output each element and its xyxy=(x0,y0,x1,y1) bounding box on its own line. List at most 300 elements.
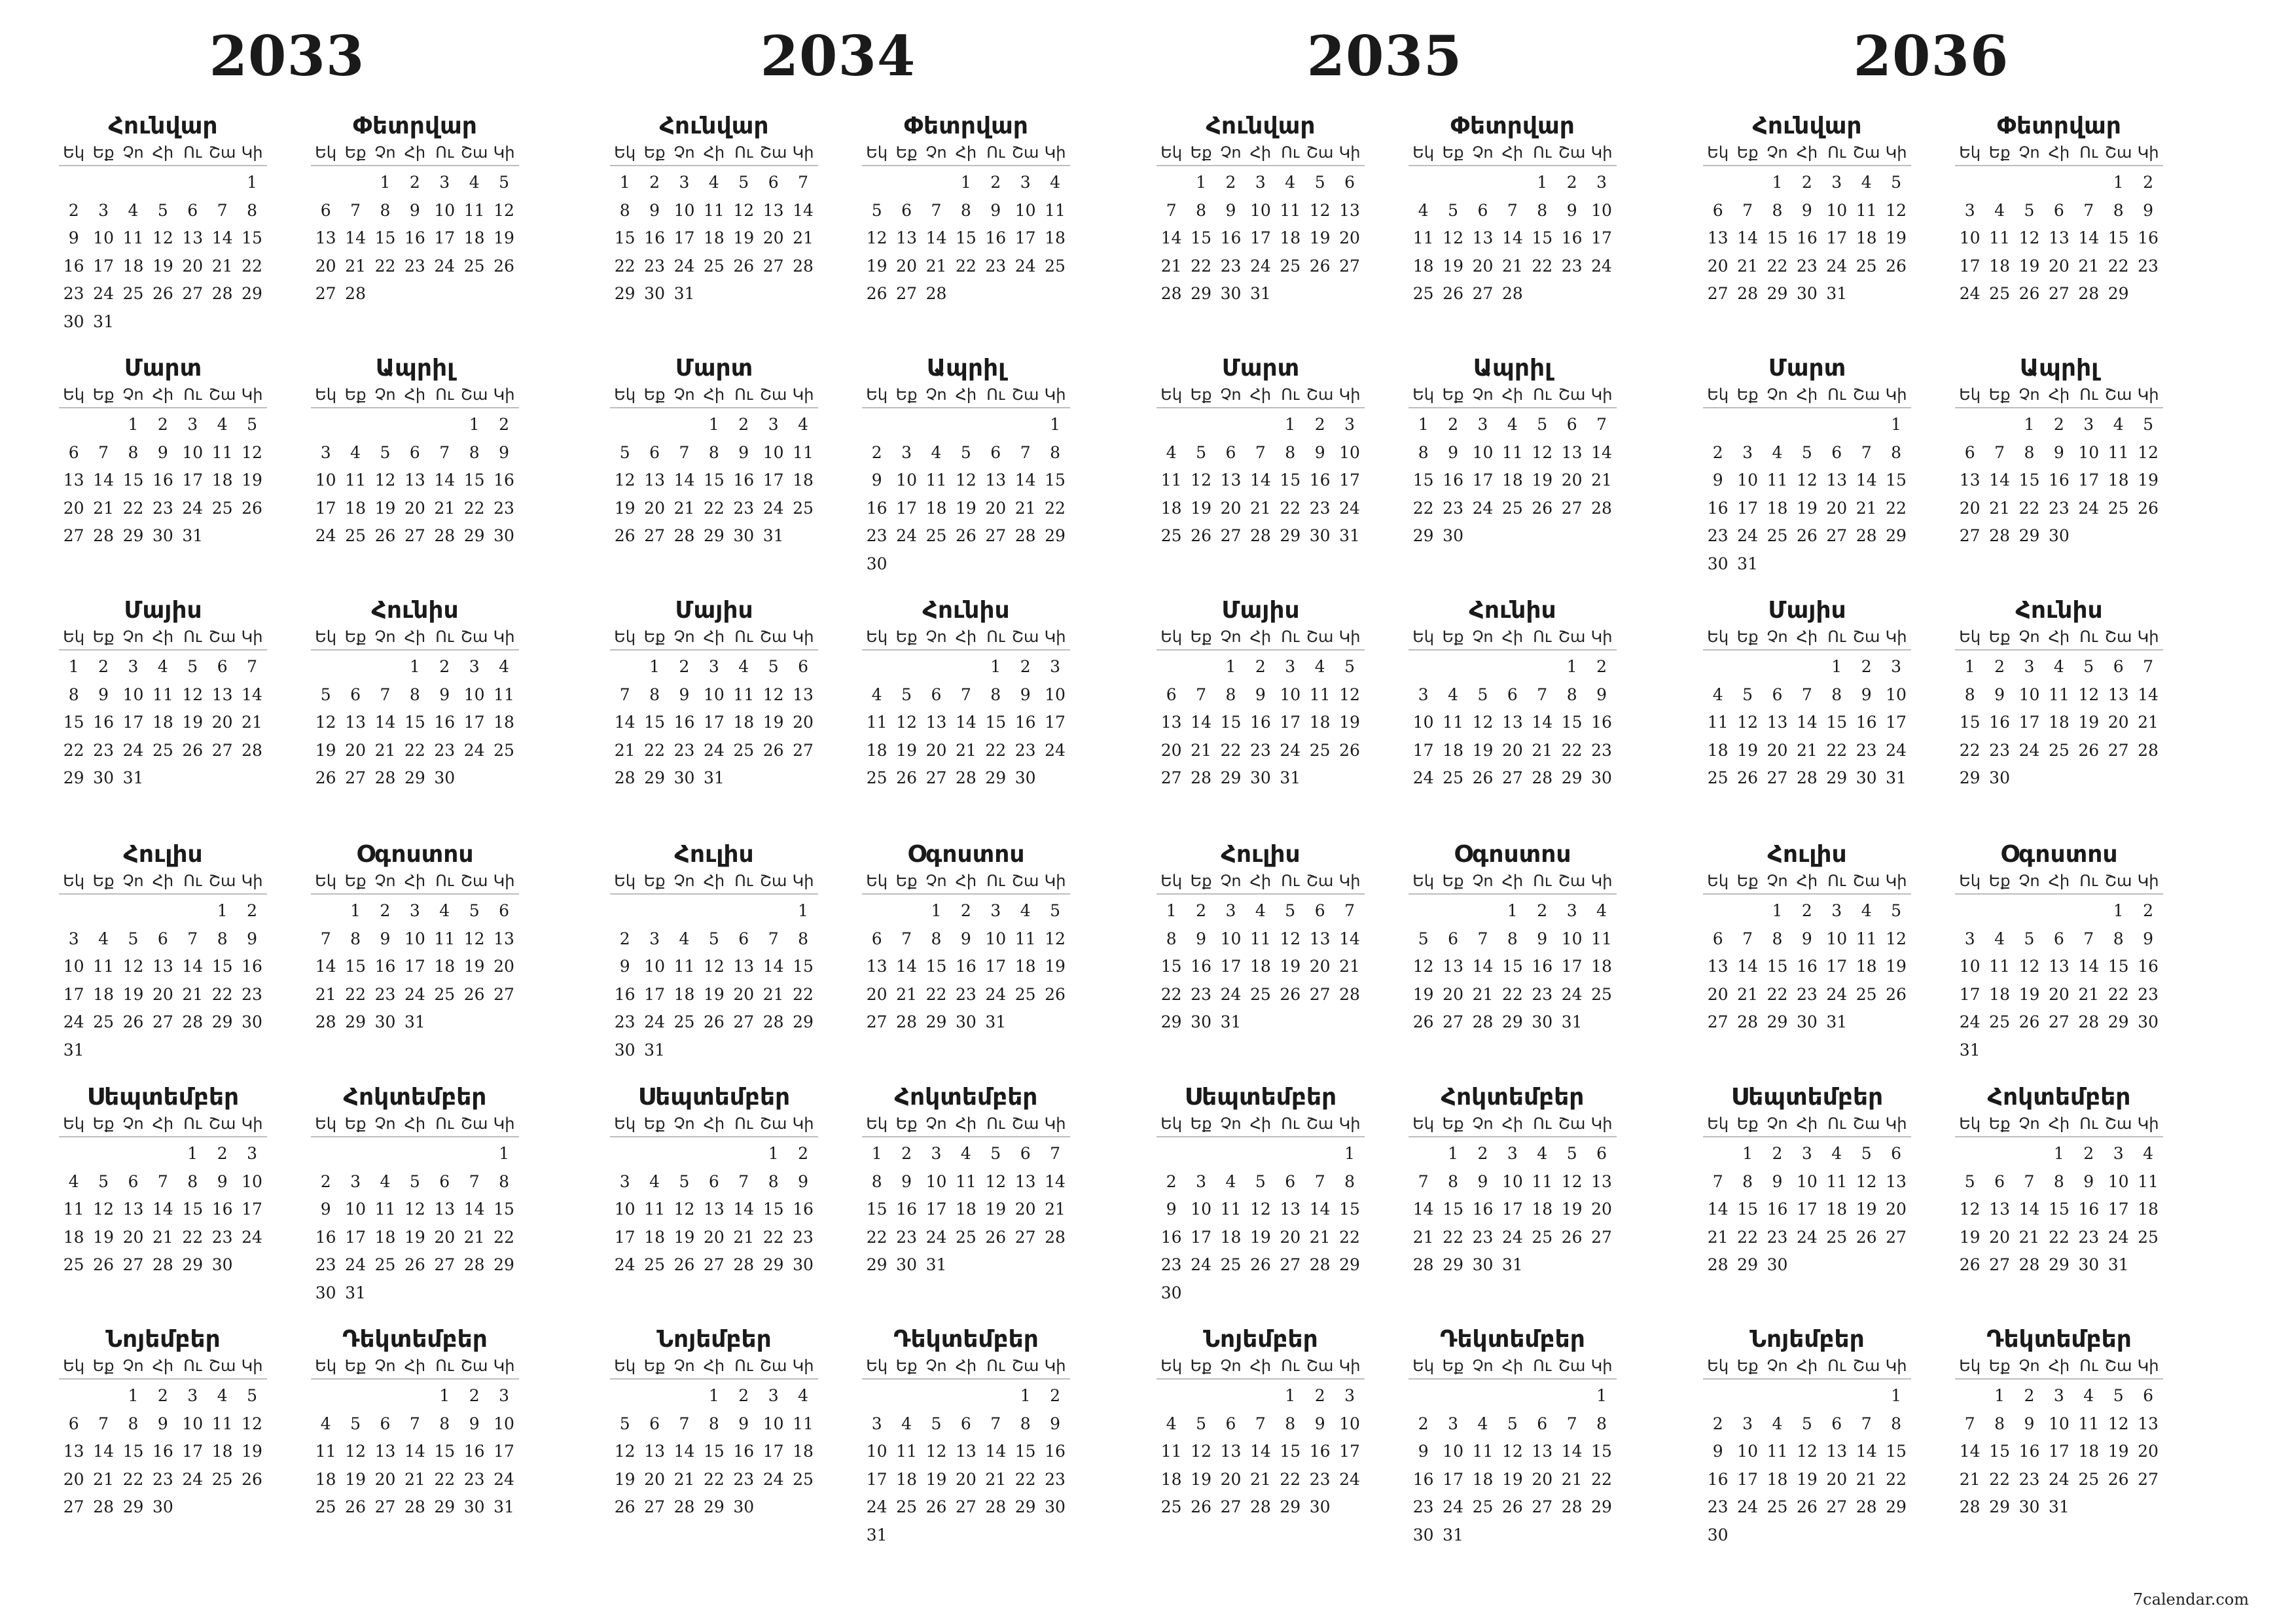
weekday-label: Հի xyxy=(152,143,174,162)
day-cell: 28 xyxy=(1160,284,1182,304)
weekday-label: Ու xyxy=(1533,143,1552,162)
day-cell: 2 xyxy=(2143,173,2153,192)
day-cell: 2 xyxy=(68,200,79,220)
weekday-label: Եք xyxy=(92,385,115,404)
weekday-label: Եք xyxy=(1190,385,1212,404)
day-cell: 14 xyxy=(1472,957,1494,976)
day-cell: 6 xyxy=(2143,1386,2153,1405)
day-cell: 14 xyxy=(315,957,336,976)
day-cell: 12 xyxy=(1532,442,1553,462)
day-cell: 19 xyxy=(1412,984,1434,1004)
day-cell: 24 xyxy=(2108,1227,2129,1247)
day-cell: 5 xyxy=(1448,200,1459,220)
week-row xyxy=(1408,1224,1617,1252)
day-cell: 31 xyxy=(122,768,144,788)
weekday-label: Շա xyxy=(1558,1115,1586,1133)
day-cell: 8 xyxy=(469,442,480,462)
week-row xyxy=(610,253,818,281)
day-cell: 30 xyxy=(2138,1012,2159,1032)
day-cell: 29 xyxy=(2048,1255,2070,1275)
week-row xyxy=(1955,495,2163,523)
day-cell: 26 xyxy=(955,526,977,546)
day-cell xyxy=(1498,653,1527,681)
day-cell xyxy=(1763,550,1792,579)
weekday-label: Եք xyxy=(92,872,115,890)
month-9 xyxy=(59,1082,267,1279)
day-cell: 9 xyxy=(871,471,882,490)
day-cell: 5 xyxy=(2024,929,2035,948)
day-cell: 25 xyxy=(1707,768,1729,788)
day-cell: 6 xyxy=(1537,1414,1548,1433)
day-cell: 23 xyxy=(2048,498,2070,518)
day-cell xyxy=(1408,897,1438,925)
weekday-label: Եք xyxy=(1988,143,2011,162)
day-cell: 17 xyxy=(1826,957,1848,976)
day-cell: 26 xyxy=(122,1012,144,1032)
weekday-label: Ու xyxy=(734,628,753,646)
day-cell: 1 xyxy=(217,901,228,920)
week-row xyxy=(311,681,519,709)
day-cell: 19 xyxy=(2138,471,2159,490)
day-cell xyxy=(459,1008,489,1037)
day-cell: 6 xyxy=(499,901,509,920)
day-cell: 14 xyxy=(1591,442,1612,462)
weekday-label: Ու xyxy=(1827,1357,1846,1375)
day-cell: 22 xyxy=(434,1469,456,1489)
day-cell: 1 xyxy=(2024,415,2035,434)
day-cell: 25 xyxy=(1249,984,1271,1004)
day-cell xyxy=(1498,169,1527,197)
week-row xyxy=(610,1008,818,1037)
day-cell: 26 xyxy=(1501,1497,1523,1517)
weekday-label: Շա xyxy=(208,1357,236,1375)
day-cell: 20 xyxy=(762,228,784,248)
week-row xyxy=(311,495,519,523)
day-cell: 2 xyxy=(157,1386,168,1405)
day-cell: 7 xyxy=(247,657,257,676)
weekday-label: Եկ xyxy=(315,872,337,890)
day-cell: 28 xyxy=(1856,526,1877,546)
day-cell: 4 xyxy=(1772,442,1783,462)
day-cell: 4 xyxy=(931,442,942,462)
day-cell: 10 xyxy=(1045,685,1066,704)
day-cell: 2 xyxy=(1994,657,2005,676)
day-cell: 24 xyxy=(345,1255,366,1275)
day-cell: 18 xyxy=(703,228,725,248)
day-cell: 1 xyxy=(2113,901,2124,920)
day-cell: 20 xyxy=(2048,256,2070,276)
day-cell: 9 xyxy=(1166,1200,1177,1219)
day-cell: 29 xyxy=(463,526,485,546)
day-cell: 11 xyxy=(1443,713,1463,732)
weekday-header xyxy=(1408,141,1617,166)
day-cell: 15 xyxy=(1959,713,1981,732)
week-row xyxy=(610,169,818,197)
weekday-label: Շա xyxy=(759,385,787,404)
day-cell: 5 xyxy=(1507,1414,1518,1433)
weekday-header xyxy=(1408,626,1617,651)
day-cell: 28 xyxy=(1339,984,1360,1004)
weekday-label: Չո xyxy=(673,1357,695,1375)
day-cell: 5 xyxy=(380,442,391,462)
week-row xyxy=(862,1438,1070,1466)
day-cell: 12 xyxy=(182,685,204,704)
day-cell: 10 xyxy=(493,1414,514,1433)
weekday-label: Եկ xyxy=(63,872,85,890)
day-cell: 20 xyxy=(374,1469,396,1489)
day-cell: 23 xyxy=(152,498,173,518)
day-cell: 20 xyxy=(793,713,814,732)
day-cell: 15 xyxy=(122,1442,144,1461)
day-cell: 7 xyxy=(1196,685,1207,704)
day-cell: 16 xyxy=(866,498,888,518)
day-cell: 19 xyxy=(985,1200,1007,1219)
day-cell: 28 xyxy=(152,1255,173,1275)
day-cell: 2 xyxy=(1166,1171,1177,1191)
day-cell: 5 xyxy=(1861,1144,1872,1163)
weekday-header xyxy=(1955,1113,2163,1137)
day-cell: 27 xyxy=(404,526,425,546)
day-cell: 30 xyxy=(793,1255,814,1275)
weekday-label: Հի xyxy=(955,628,977,646)
day-cell xyxy=(88,169,118,197)
day-cell: 11 xyxy=(463,200,485,220)
day-cell: 23 xyxy=(63,284,84,304)
weekday-label: Ու xyxy=(1533,1115,1552,1133)
month-name: Մարտ xyxy=(1768,355,1846,382)
month-4 xyxy=(311,353,519,550)
month-2 xyxy=(1408,111,1617,308)
day-cell: 20 xyxy=(1532,1469,1553,1489)
week-row xyxy=(59,1037,267,1065)
day-cell xyxy=(951,1251,980,1279)
day-cell: 6 xyxy=(1477,200,1488,220)
day-cell: 24 xyxy=(1561,984,1583,1004)
day-cell: 9 xyxy=(320,1200,331,1219)
day-cell: 12 xyxy=(2018,228,2040,248)
day-cell: 23 xyxy=(434,740,456,760)
weekday-label: Շա xyxy=(2104,872,2132,890)
day-cell: 13 xyxy=(1501,713,1523,732)
day-cell: 10 xyxy=(1826,929,1848,948)
day-cell: 2 xyxy=(1537,901,1548,920)
day-cell xyxy=(1246,1008,1275,1037)
week-row xyxy=(59,495,267,523)
week-row xyxy=(1408,764,1617,793)
day-cell: 27 xyxy=(122,1255,144,1275)
day-cell: 6 xyxy=(1314,901,1325,920)
day-cell: 15 xyxy=(2108,228,2129,248)
day-cell xyxy=(1881,1251,1910,1279)
day-cell: 25 xyxy=(434,984,456,1004)
day-cell: 15 xyxy=(1280,1442,1301,1461)
day-cell: 17 xyxy=(1249,228,1271,248)
day-cell: 12 xyxy=(955,471,977,490)
day-cell: 30 xyxy=(896,1255,917,1275)
day-cell: 5 xyxy=(1477,685,1488,704)
week-row xyxy=(1703,681,1911,709)
weekday-label: Եկ xyxy=(614,872,636,890)
day-cell: 22 xyxy=(182,1227,204,1247)
day-cell: 2 xyxy=(247,901,257,920)
day-cell: 22 xyxy=(1443,1227,1463,1247)
month-12 xyxy=(862,1325,1070,1550)
month-name: Փետրվար xyxy=(353,113,477,139)
day-cell: 21 xyxy=(211,256,233,276)
day-cell: 12 xyxy=(985,1171,1007,1191)
day-cell xyxy=(2104,522,2133,550)
day-cell: 12 xyxy=(1501,1442,1523,1461)
day-cell: 11 xyxy=(211,442,233,462)
day-cell: 27 xyxy=(2048,284,2070,304)
month-name: Հոկտեմբեր xyxy=(1441,1084,1585,1111)
day-cell: 10 xyxy=(182,1414,204,1433)
day-cell xyxy=(311,1140,340,1168)
day-cell: 8 xyxy=(871,1171,882,1191)
day-cell: 19 xyxy=(1191,1469,1211,1489)
day-cell: 25 xyxy=(152,740,173,760)
day-cell: 30 xyxy=(434,768,456,788)
day-cell: 4 xyxy=(1166,442,1177,462)
day-cell: 30 xyxy=(315,1283,336,1302)
weekday-label: Եկ xyxy=(315,385,337,404)
weekday-label: Հի xyxy=(703,1357,725,1375)
week-row xyxy=(1703,495,1911,523)
day-cell: 13 xyxy=(1339,200,1360,220)
month-name: Հոկտեմբեր xyxy=(343,1084,487,1111)
year-block-2033 xyxy=(51,0,625,1623)
week-row xyxy=(311,1008,519,1037)
weekday-label: Կի xyxy=(792,1357,814,1375)
day-cell: 16 xyxy=(1443,471,1463,490)
day-cell: 7 xyxy=(409,1414,420,1433)
day-cell: 7 xyxy=(1566,1414,1577,1433)
day-cell xyxy=(1763,1382,1792,1410)
weekday-label: Հի xyxy=(2048,385,2070,404)
day-cell: 5 xyxy=(98,1171,109,1191)
day-cell xyxy=(207,1037,237,1065)
day-cell: 17 xyxy=(896,498,917,518)
week-row xyxy=(1408,1196,1617,1224)
day-cell: 7 xyxy=(1964,1414,1975,1433)
day-cell: 19 xyxy=(1191,498,1211,518)
day-cell: 9 xyxy=(98,685,109,704)
day-cell: 29 xyxy=(1737,1255,1758,1275)
day-cell: 18 xyxy=(1443,740,1463,760)
day-cell xyxy=(1732,897,1762,925)
day-cell: 20 xyxy=(1561,471,1583,490)
week-row xyxy=(1703,1251,1911,1279)
day-cell: 2 xyxy=(2083,1144,2094,1163)
weekday-label: Կի xyxy=(1044,143,1066,162)
day-cell: 29 xyxy=(182,1255,204,1275)
day-cell: 7 xyxy=(1255,1414,1266,1433)
weekday-label: Հի xyxy=(2048,143,2070,162)
day-cell: 4 xyxy=(1225,1171,1236,1191)
day-cell xyxy=(862,1382,891,1410)
day-cell: 23 xyxy=(1767,1227,1788,1247)
day-cell xyxy=(1305,1279,1335,1308)
week-row xyxy=(1703,897,1911,925)
day-cell xyxy=(699,1037,728,1065)
day-cell: 20 xyxy=(1220,498,1242,518)
day-cell: 19 xyxy=(1045,957,1066,976)
day-cell: 1 xyxy=(1596,1386,1607,1405)
day-cell: 24 xyxy=(182,1469,204,1489)
day-cell: 19 xyxy=(614,1469,636,1489)
day-cell: 21 xyxy=(1707,1227,1729,1247)
day-cell: 26 xyxy=(896,768,917,788)
day-cell xyxy=(1305,1008,1335,1037)
day-cell xyxy=(1438,897,1467,925)
day-cell: 21 xyxy=(345,256,366,276)
day-cell xyxy=(88,1382,118,1410)
day-cell: 26 xyxy=(733,256,755,276)
day-cell xyxy=(1011,550,1040,579)
day-cell: 28 xyxy=(242,740,262,760)
month-name: Մարտ xyxy=(675,355,753,382)
day-cell: 23 xyxy=(1561,256,1583,276)
day-cell: 21 xyxy=(955,740,977,760)
weekday-label: Եկ xyxy=(614,628,636,646)
day-cell: 22 xyxy=(493,1227,514,1247)
day-cell: 24 xyxy=(1220,984,1242,1004)
day-cell: 14 xyxy=(374,713,396,732)
day-cell xyxy=(459,764,489,793)
week-row xyxy=(1703,280,1911,308)
week-row xyxy=(311,653,519,681)
day-cell: 3 xyxy=(1344,1386,1355,1405)
day-cell: 1 xyxy=(708,1386,719,1405)
weekday-header xyxy=(1703,1113,1911,1137)
day-cell xyxy=(1852,1008,1881,1037)
day-cell: 27 xyxy=(1280,1255,1301,1275)
day-cell: 12 xyxy=(463,929,485,948)
day-cell: 1 xyxy=(128,415,139,434)
day-cell xyxy=(311,411,340,439)
day-cell: 21 xyxy=(673,1469,695,1489)
week-row xyxy=(59,169,267,197)
day-cell: 1 xyxy=(1507,901,1518,920)
day-cell: 8 xyxy=(2053,1171,2064,1191)
day-cell: 8 xyxy=(1994,1414,2005,1433)
day-cell: 26 xyxy=(1443,284,1463,304)
weekday-label: Չո xyxy=(374,1115,396,1133)
day-cell: 17 xyxy=(866,1469,888,1489)
day-cell: 20 xyxy=(152,984,173,1004)
day-cell xyxy=(2074,897,2104,925)
day-cell: 28 xyxy=(463,1255,485,1275)
day-cell: 9 xyxy=(409,200,420,220)
day-cell: 7 xyxy=(469,1171,480,1191)
week-row xyxy=(1703,737,1911,765)
weekday-label: Շա xyxy=(460,628,488,646)
day-cell: 26 xyxy=(2018,1012,2040,1032)
day-cell: 5 xyxy=(157,200,168,220)
day-cell: 28 xyxy=(925,284,947,304)
weekday-header xyxy=(1955,141,2163,166)
day-cell: 24 xyxy=(1796,1227,1818,1247)
day-cell xyxy=(922,411,951,439)
day-cell: 24 xyxy=(703,740,725,760)
day-cell: 10 xyxy=(463,685,485,704)
day-cell: 28 xyxy=(896,1012,917,1032)
day-cell: 20 xyxy=(2108,713,2129,732)
day-cell: 14 xyxy=(1309,1200,1331,1219)
day-cell: 11 xyxy=(1220,1200,1242,1219)
day-cell: 6 xyxy=(1891,1144,1901,1163)
day-cell: 25 xyxy=(211,498,233,518)
day-cell: 6 xyxy=(380,1414,391,1433)
month-name: Մարտ xyxy=(124,355,202,382)
footer-credit[interactable]: 7calendar.com xyxy=(2132,1590,2249,1609)
day-cell: 10 xyxy=(434,200,456,220)
day-cell: 25 xyxy=(866,768,888,788)
day-cell xyxy=(1186,1140,1215,1168)
day-cell: 4 xyxy=(1166,1414,1177,1433)
day-cell xyxy=(1216,1382,1246,1410)
day-cell xyxy=(148,897,177,925)
day-cell: 12 xyxy=(1249,1200,1271,1219)
day-cell: 28 xyxy=(1309,1255,1331,1275)
day-cell: 7 xyxy=(320,929,331,948)
day-cell: 19 xyxy=(463,957,485,976)
day-cell: 25 xyxy=(2108,498,2129,518)
day-cell: 25 xyxy=(1989,284,2010,304)
day-cell: 25 xyxy=(463,256,485,276)
day-cell: 28 xyxy=(614,768,636,788)
weekday-label: Չո xyxy=(2018,143,2040,162)
day-cell: 22 xyxy=(614,256,636,276)
day-cell: 6 xyxy=(990,442,1001,462)
day-cell: 24 xyxy=(315,526,336,546)
day-cell: 27 xyxy=(793,740,814,760)
day-cell: 19 xyxy=(925,1469,947,1489)
day-cell: 5 xyxy=(1255,1171,1266,1191)
week-row xyxy=(59,280,267,308)
day-cell: 7 xyxy=(1477,929,1488,948)
week-row xyxy=(59,897,267,925)
weekday-label: Եկ xyxy=(1959,1357,1981,1375)
day-cell: 9 xyxy=(990,200,1001,220)
day-cell: 21 xyxy=(1501,256,1523,276)
week-row xyxy=(1157,253,1365,281)
week-row xyxy=(1955,1466,2163,1494)
day-cell: 16 xyxy=(1707,1469,1729,1489)
day-cell: 9 xyxy=(68,228,79,248)
day-cell: 4 xyxy=(1994,200,2005,220)
day-cell: 28 xyxy=(673,526,695,546)
day-cell: 14 xyxy=(733,1200,755,1219)
day-cell: 1 xyxy=(68,657,79,676)
weekday-label: Ու xyxy=(183,872,202,890)
weekday-header xyxy=(1157,383,1365,408)
day-cell: 19 xyxy=(2018,984,2040,1004)
day-cell: 29 xyxy=(1412,526,1434,546)
day-cell: 16 xyxy=(1160,1227,1182,1247)
day-cell: 30 xyxy=(1249,768,1271,788)
day-cell: 3 xyxy=(619,1171,630,1191)
week-row xyxy=(1703,197,1911,225)
day-cell xyxy=(1955,169,1984,197)
day-cell: 6 xyxy=(2113,657,2124,676)
day-cell: 24 xyxy=(1591,256,1612,276)
day-cell: 22 xyxy=(345,984,366,1004)
day-cell: 17 xyxy=(315,498,336,518)
day-cell: 18 xyxy=(211,471,233,490)
day-cell: 12 xyxy=(1443,228,1463,248)
weekday-label: Չո xyxy=(673,628,695,646)
